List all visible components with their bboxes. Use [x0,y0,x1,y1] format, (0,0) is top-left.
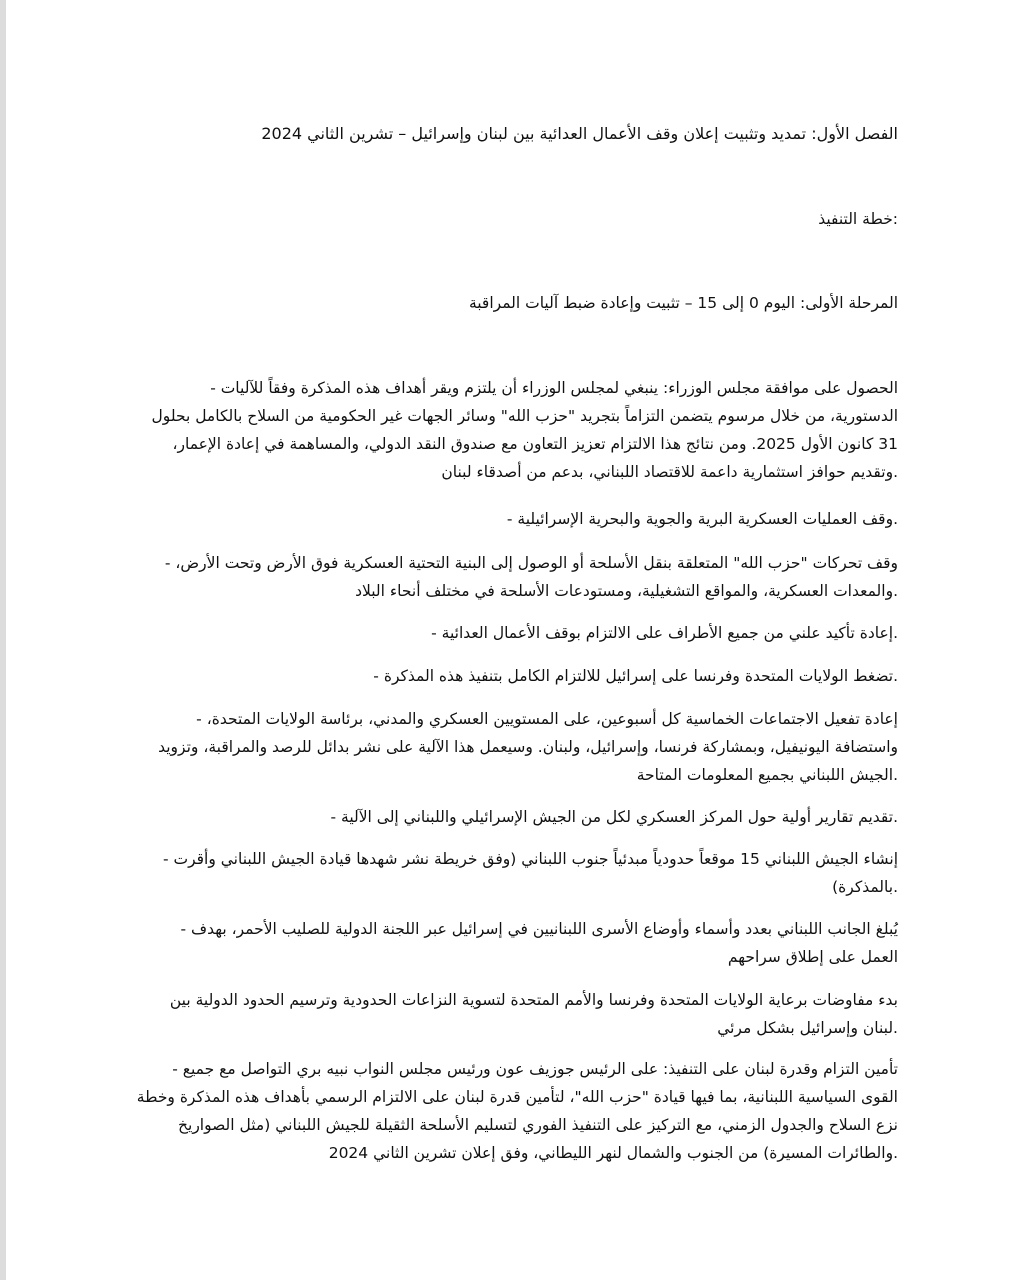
paragraph-line: .تضغط الولايات المتحدة وفرنسا على إسرائيل للالتزام الكامل بتنفيذ هذه المذكرة - [373,667,898,685]
paragraph-line: .لبنان وإسرائيل بشكل مرئي [717,1019,898,1037]
paragraph-lebanon-commitment [128,1055,898,1167]
paragraph-line: .والطائرات المسيرة) من الجنوب والشمال لنهر الليطاني، وفق إعلان تشرين الثاني 2024 [328,1144,898,1162]
paragraph-line: إعادة تفعيل الاجتماعات الخماسية كل أسبوعين، على المستويين العسكري والمدني، برئاسة الولايات المتحدة، - [196,710,898,728]
paragraph-line: يُبلغ الجانب اللبناني بعدد وأسماء وأوضاع الأسرى اللبنانيين في إسرائيل عبر اللجنة الدولية للصليب الأحمر، بهدف - [180,920,898,938]
paragraph-prisoners [128,915,898,971]
paragraph-line: .وقف العمليات العسكرية البرية والجوية والبحرية الإسرائيلية - [506,510,898,528]
paragraph-line: الحصول على موافقة مجلس الوزراء: ينبغي لمجلس الوزراء أن يلتزم ويقر أهداف هذه المذكرة وفقاً للآليات - [210,379,898,397]
paragraph-line: الدستورية، من خلال مرسوم يتضمن التزاماً بتجريد "حزب الله" وسائر الجهات غير الحكومية من السلاح بالكامل بحلول [151,407,898,425]
paragraph-line: .بالمذكرة) [832,878,898,896]
paragraph-line: .وتقديم حوافز استثمارية داعمة للاقتصاد اللبناني، بدعم من أصدقاء لبنان [441,463,898,481]
paragraph-line: إنشاء الجيش اللبناني 15 موقعاً حدودياً مبدئياً جنوب اللبناني (وفق خريطة نشر شهدها قيادة الجيش اللبناني وأقرت - [162,850,898,868]
paragraph-stop-hezbollah-movements [128,549,898,605]
paragraph-border-positions [128,845,898,901]
paragraph-line: نزع السلاح والجدول الزمني، مع التركيز على التنفيذ الفوري لتسليم الأسلحة الثقيلة للجيش اللبناني (مثل الصواريخ [178,1116,898,1134]
paragraph-line: واستضافة اليونيفيل، وبمشاركة فرنسا، وإسرائيل، ولبنان. وسيعمل هذا الآلية على نشر بدائل للرصد والمراقبة، وتزويد [158,738,898,756]
paragraph-border-negotiations [128,986,898,1042]
paragraph-stop-israeli-operations [128,505,898,533]
paragraph-line: العمل على إطلاق سراحهم [727,948,898,966]
paragraph-quintet-meetings [128,705,898,789]
plan-heading-text: :خطة التنفيذ [818,210,898,228]
paragraph-us-france-pressure [128,662,898,690]
paragraph-cabinet-approval [128,374,898,486]
paragraph-line: .والمعدات العسكرية، والمواقع التشغيلية، ومستودعات الأسلحة في مختلف أنحاء البلاد [355,582,898,600]
paragraph-line: .إعادة تأكيد علني من جميع الأطراف على الالتزام بوقف الأعمال العدائية - [431,624,898,642]
paragraph-line: .تقديم تقارير أولية حول المركز العسكري لكل من الجيش الإسرائيلي واللبناني إلى الآلية - [330,808,898,826]
paragraph-line: 31 كانون الأول 2025. ومن نتائج هذا الالتزام تعزيز التعاون مع صندوق النقد الدولي، والمساهمة في إعادة الإعمار، [172,435,898,453]
paragraph-line: القوى السياسية اللبنانية، بما فيها قيادة "حزب الله"، لتأمين قدرة لبنان على الالتزام الرسمي بأهداف هذه المذكرة وخطة [136,1088,898,1106]
phase-heading [128,289,898,317]
paragraph-initial-reports [128,803,898,831]
chapter-title [128,120,898,148]
plan-heading [128,205,898,233]
phase-heading-text: المرحلة الأولى: اليوم 0 إلى 15 – تثبيت وإعادة ضبط آليات المراقبة [468,294,898,312]
paragraph-line: بدء مفاوضات برعاية الولايات المتحدة وفرنسا والأمم المتحدة لتسوية النزاعات الحدودية وترسيم الحدود الدولية بين [169,991,898,1009]
paragraph-line: .الجيش اللبناني بجميع المعلومات المتاحة [636,766,898,784]
paragraph-public-reaffirmation [128,619,898,647]
chapter-title-text: الفصل الأول: تمديد وتثبيت إعلان وقف الأعمال العدائية بين لبنان وإسرائيل – تشرين الثاني 2024 [261,124,898,143]
paragraph-line: تأمين التزام وقدرة لبنان على التنفيذ: على الرئيس جوزيف عون ورئيس مجلس النواب نبيه بري التواصل مع جميع - [172,1060,898,1078]
paragraph-line: وقف تحركات "حزب الله" المتعلقة بنقل الأسلحة أو الوصول إلى البنية التحتية العسكرية فوق الأرض وتحت الأرض، - [164,554,898,572]
